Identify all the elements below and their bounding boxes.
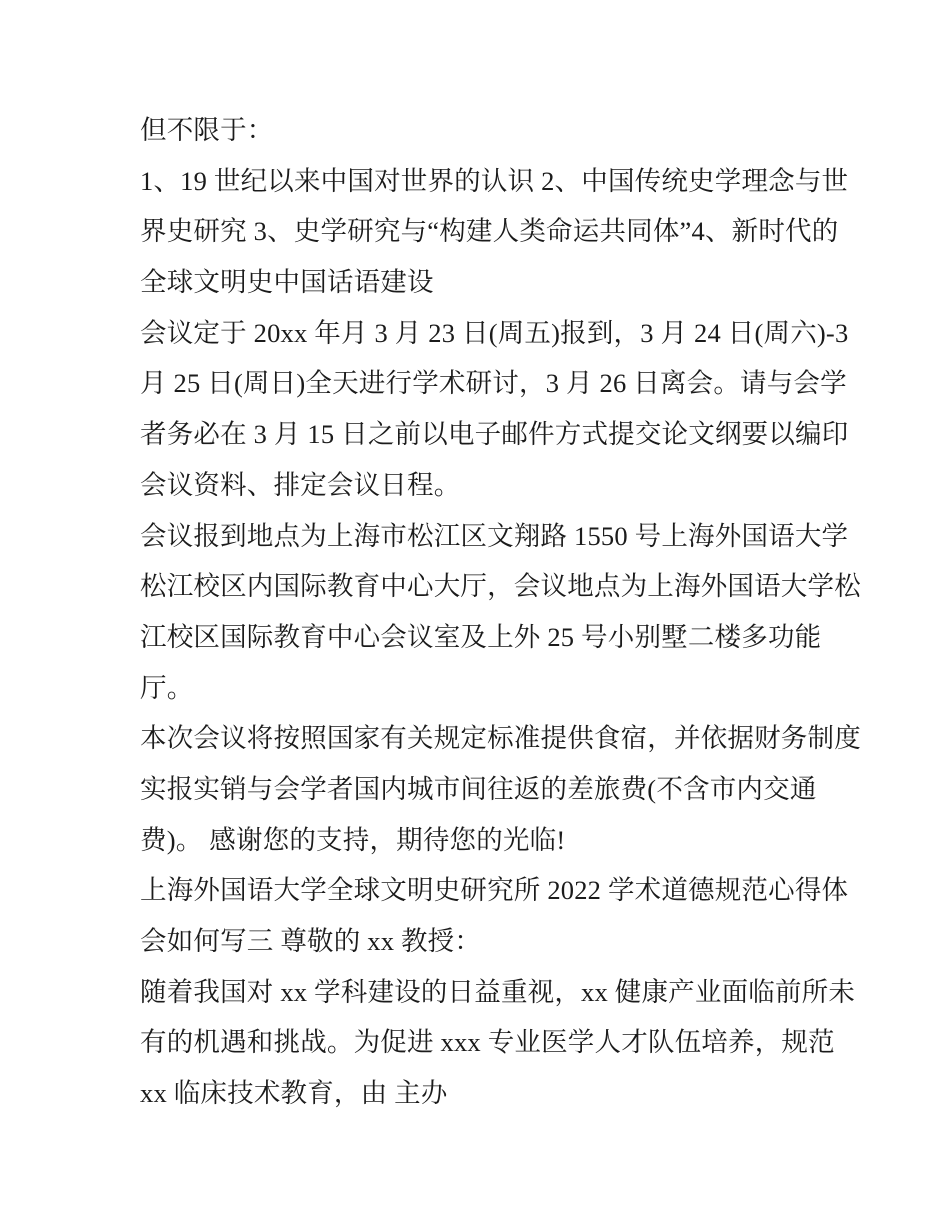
text-line: 厅。 <box>140 672 194 703</box>
text-line: 本次会议将按照国家有关规定标准提供食宿，并依据财务制度 <box>140 723 861 754</box>
text-line: 随着我国对 xx 学科建设的日益重视，xx 健康产业面临前所未 <box>140 976 856 1007</box>
text-line: 但不限于： <box>140 115 274 145</box>
text-line: 费)。 感谢您的支持，期待您的光临! <box>140 824 566 855</box>
text-line: 实报实销与会学者国内城市间往返的差旅费(不含市内交通 <box>140 773 817 804</box>
document-text-block <box>140 105 861 1119</box>
text-line: xx 临床技术教育，由 主办 <box>140 1078 448 1109</box>
text-line: 会如何写三 尊敬的 xx 教授： <box>140 926 482 956</box>
text-line: 会议报到地点为上海市松江区文翔路 1550 号上海外国语大学 <box>140 520 849 551</box>
text-line: 者务必在 3 月 15 日之前以电子邮件方式提交论文纲要以编印 <box>140 419 849 450</box>
text-line: 松江校区内国际教育中心大厅，会议地点为上海外国语大学松 <box>140 571 861 602</box>
text-line: 月 25 日(周日)全天进行学术研讨，3 月 26 日离会。请与会学 <box>140 368 847 399</box>
text-line: 界史研究 3、史学研究与“构建人类命运共同体”4、新时代的 <box>140 216 839 247</box>
text-line: 有的机遇和挑战。为促进 xxx 专业医学人才队伍培养，规范 <box>140 1027 835 1058</box>
text-line: 江校区国际教育中心会议室及上外 25 号小别墅二楼多功能 <box>140 621 822 652</box>
text-line: 上海外国语大学全球文明史研究所 2022 学术道德规范心得体 <box>140 875 849 906</box>
text-line: 会议定于 20xx 年月 3 月 23 日(周五)报到，3 月 24 日(周六)-3 <box>140 317 849 348</box>
text-line: 会议资料、排定会议日程。 <box>140 469 461 500</box>
text-line: 1、19 世纪以来中国对世界的认识 2、中国传统史学理念与世 <box>140 165 849 196</box>
text-line: 全球文明史中国话语建设 <box>140 267 434 298</box>
